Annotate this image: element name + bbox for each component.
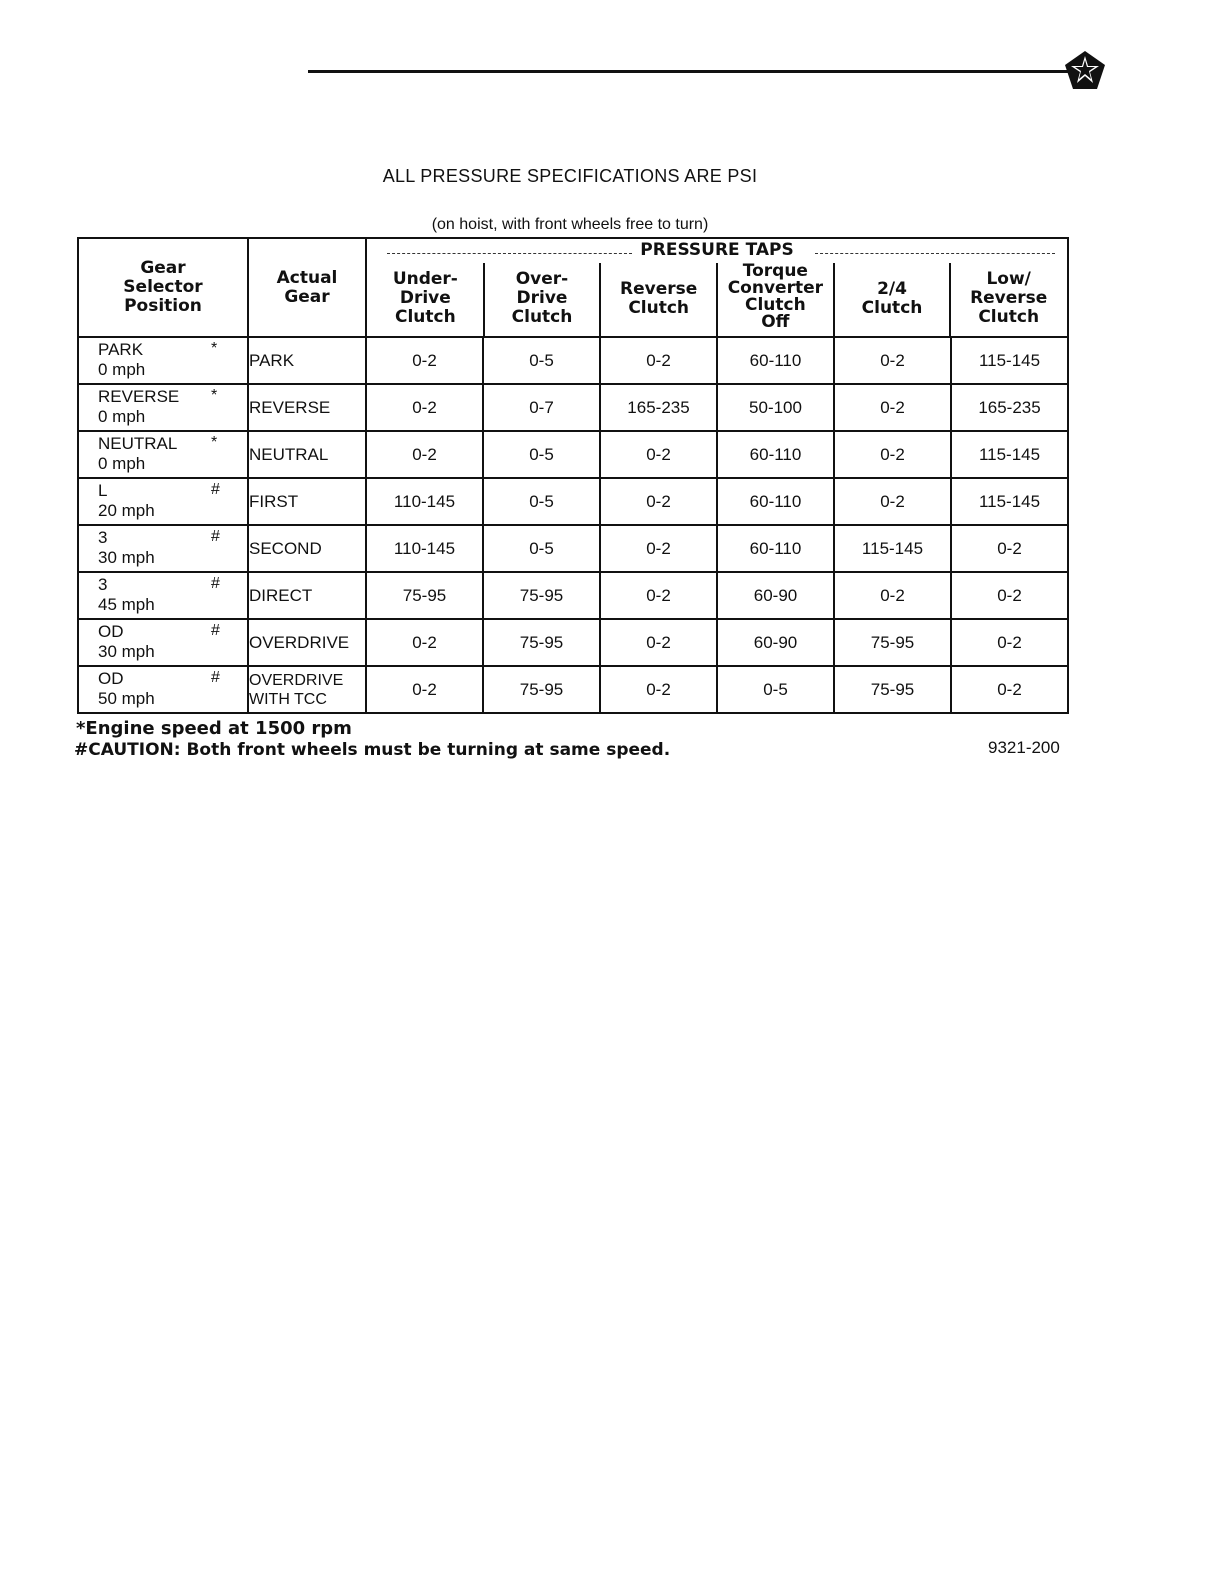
value-cell: 75-95	[834, 619, 951, 666]
value-cell: 60-110	[717, 525, 834, 572]
page-subtitle: (on hoist, with front wheels free to turn)	[431, 216, 709, 233]
value-cell: 0-2	[600, 619, 717, 666]
value-cell: 0-2	[600, 666, 717, 713]
value-cell: 0-2	[600, 525, 717, 572]
footnote-caution: #CAUTION: Both front wheels must be turning at same speed.	[74, 740, 671, 760]
value-cell: 0-2	[366, 384, 483, 431]
value-cell: 0-5	[483, 337, 600, 384]
value-cell: 0-2	[600, 431, 717, 478]
col-header-overdrive: Over- Drive Clutch	[484, 239, 601, 336]
selector-cell: L # 20 mph	[78, 478, 248, 525]
value-cell: 0-7	[483, 384, 600, 431]
value-cell: 0-2	[834, 384, 951, 431]
footnote-engine-speed: *Engine speed at 1500 rpm	[76, 718, 352, 739]
actual-gear-cell: REVERSE	[248, 384, 366, 431]
actual-gear-cell: NEUTRAL	[248, 431, 366, 478]
pressure-taps-group	[366, 238, 1068, 337]
value-cell: 0-5	[483, 431, 600, 478]
table-row	[78, 572, 1068, 619]
actual-gear-cell: OVERDRIVE WITH TCC	[248, 666, 366, 713]
value-cell: 0-2	[834, 478, 951, 525]
table-row	[78, 431, 1068, 478]
selector-cell: PARK * 0 mph	[78, 337, 248, 384]
table-row	[78, 384, 1068, 431]
actual-gear-cell: FIRST	[248, 478, 366, 525]
value-cell: 0-5	[483, 478, 600, 525]
value-cell: 0-2	[366, 666, 483, 713]
value-cell: 75-95	[483, 666, 600, 713]
selector-cell: OD # 50 mph	[78, 666, 248, 713]
value-cell: 0-2	[834, 572, 951, 619]
actual-gear-cell: OVERDRIVE	[248, 619, 366, 666]
value-cell: 0-2	[834, 431, 951, 478]
col-header-torque-converter: Torque Converter Clutch Off	[717, 239, 834, 336]
selector-cell: REVERSE * 0 mph	[78, 384, 248, 431]
value-cell: 60-110	[717, 337, 834, 384]
value-cell: 110-145	[366, 525, 483, 572]
col-header-2-4-clutch: 2/4 Clutch	[834, 239, 951, 336]
value-cell: 115-145	[951, 431, 1068, 478]
value-cell: 0-2	[600, 337, 717, 384]
value-cell: 0-2	[951, 619, 1068, 666]
table-row	[78, 619, 1068, 666]
value-cell: 0-2	[600, 478, 717, 525]
selector-cell: 3 # 45 mph	[78, 572, 248, 619]
col-header-reverse-clutch: Reverse Clutch	[600, 239, 717, 336]
col-header-low-reverse: Low/ Reverse Clutch	[950, 239, 1067, 336]
value-cell: 75-95	[366, 572, 483, 619]
col-header-selector: Gear Selector Position	[78, 238, 248, 337]
value-cell: 60-110	[717, 431, 834, 478]
value-cell: 60-110	[717, 478, 834, 525]
value-cell: 0-2	[600, 572, 717, 619]
header-row	[78, 238, 1068, 337]
selector-cell: OD # 30 mph	[78, 619, 248, 666]
value-cell: 115-145	[951, 337, 1068, 384]
value-cell: 0-2	[366, 619, 483, 666]
page-title: ALL PRESSURE SPECIFICATIONS ARE PSI	[382, 166, 758, 186]
value-cell: 115-145	[834, 525, 951, 572]
value-cell: 75-95	[483, 619, 600, 666]
value-cell: 0-2	[366, 431, 483, 478]
actual-gear-cell: PARK	[248, 337, 366, 384]
table-row	[78, 337, 1068, 384]
value-cell: 0-5	[717, 666, 834, 713]
value-cell: 0-2	[366, 337, 483, 384]
selector-cell: 3 # 30 mph	[78, 525, 248, 572]
value-cell: 115-145	[951, 478, 1068, 525]
value-cell: 165-235	[951, 384, 1068, 431]
value-cell: 50-100	[717, 384, 834, 431]
selector-cell: NEUTRAL * 0 mph	[78, 431, 248, 478]
value-cell: 75-95	[483, 572, 600, 619]
pentastar-logo-icon	[1064, 50, 1106, 90]
header-rule	[308, 70, 1068, 73]
col-header-actual-gear: Actual Gear	[248, 238, 366, 337]
actual-gear-cell: DIRECT	[248, 572, 366, 619]
pressure-taps-label: PRESSURE TAPS	[640, 240, 794, 260]
value-cell: 75-95	[834, 666, 951, 713]
col-header-underdrive: Under- Drive Clutch	[392, 269, 458, 327]
pressure-spec-table	[77, 237, 1069, 714]
value-cell: 60-90	[717, 572, 834, 619]
value-cell: 0-2	[834, 337, 951, 384]
table-row	[78, 525, 1068, 572]
value-cell: 0-5	[483, 525, 600, 572]
value-cell: 0-2	[951, 525, 1068, 572]
table-row	[78, 666, 1068, 713]
value-cell: 0-2	[951, 666, 1068, 713]
value-cell: 165-235	[600, 384, 717, 431]
table-row	[78, 478, 1068, 525]
value-cell: 60-90	[717, 619, 834, 666]
actual-gear-cell: SECOND	[248, 525, 366, 572]
value-cell: 110-145	[366, 478, 483, 525]
figure-number: 9321-200	[988, 738, 1060, 757]
value-cell: 0-2	[951, 572, 1068, 619]
